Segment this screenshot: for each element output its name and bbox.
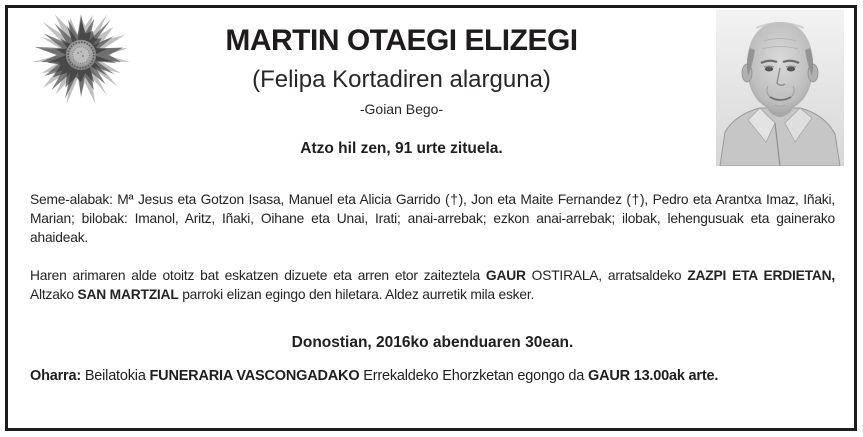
deceased-name: MARTIN OTAEGI ELIZEGI xyxy=(225,24,578,57)
text-segment: Beilatokia xyxy=(80,368,150,384)
place-date-line: Donostian, 2016ko abenduaren 30ean. xyxy=(291,334,574,351)
text-segment: GAUR xyxy=(485,268,526,283)
family-paragraph xyxy=(30,190,835,247)
death-announcement: Atzo hil zen, 91 urte zituela. xyxy=(300,140,503,157)
text-segment: FUNERARIA VASCONGADAKO xyxy=(149,368,360,384)
text-segment: Errekaldeko Ehorzketan egongo da xyxy=(359,368,588,384)
text-segment: Seme-alabak: Mª Jesus eta Gotzon Isasa, Manuel eta Alicia Garrido (†), Jon eta Maite Fernandez (†), Pedro eta Arantxa Imaz, Iñaki, Marian; bilobak: Imanol, Aritz, Iñaki, Oihane eta Unai, Irati; anai-arrebak; ezkon anai-arrebak; ilobak, lehengusuak eta gainerako ahaideak. xyxy=(30,192,835,245)
text-segment: Altzako xyxy=(30,287,78,302)
motto-line: -Goian Bego- xyxy=(359,101,444,117)
funeral-paragraph xyxy=(30,266,835,304)
relation-line: (Felipa Kortadiren alarguna) xyxy=(252,66,551,93)
text-segment: Haren arimaren alde otoitz bat eskatzen dizuete eta arren etor zaiteztela xyxy=(30,268,486,283)
text-segment: SAN MARTZIAL xyxy=(77,287,179,302)
text-segment: ZAZPI ETA ERDIETAN, xyxy=(687,268,835,283)
deceased-portrait-photo xyxy=(716,10,844,166)
wake-notice-line xyxy=(30,368,835,384)
text-segment: Oharra: xyxy=(30,368,81,384)
eguzkilore-icon xyxy=(30,6,132,104)
text-segment: parroki elizan egingo den hiletara. Aldez aurretik mila esker. xyxy=(178,287,535,302)
text-segment: GAUR 13.00ak arte. xyxy=(587,368,719,384)
text-segment: OSTIRALA, arratsaldeko xyxy=(525,268,688,283)
